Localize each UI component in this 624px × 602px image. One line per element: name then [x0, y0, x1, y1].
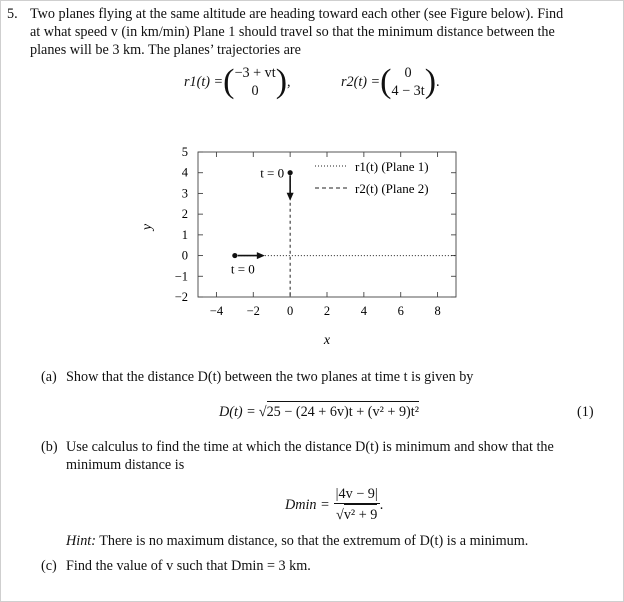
- y-tick-label: −2: [174, 290, 188, 304]
- problem-intro-line3: planes will be 3 km. The planes’ trajectories are: [30, 42, 301, 58]
- x-tick-label: 6: [397, 304, 404, 318]
- plane2-arrowhead: [287, 193, 294, 201]
- problem-number: 5.: [7, 6, 18, 22]
- x-tick-label: 4: [360, 304, 367, 318]
- y-tick-label: 1: [181, 227, 188, 242]
- dmin-formula: [285, 485, 383, 524]
- r1-right-paren: ): [275, 63, 288, 100]
- r1-vector: [234, 64, 275, 100]
- x-axis-label: x: [323, 333, 331, 346]
- x-tick-label: 8: [434, 304, 441, 318]
- hint-text: There is no maximum distance, so that the extremum of D(t) is a minimum.: [99, 533, 529, 549]
- part-a-label: (a): [41, 369, 57, 385]
- problem-intro-line1: Two planes flying at the same altitude are heading toward each other (see Figure below). Find: [30, 6, 564, 22]
- r2-lhs: r2(t) =: [341, 74, 381, 90]
- r2-vector: [391, 64, 424, 100]
- r1-bottom: 0: [251, 83, 259, 99]
- r1-left-paren: (: [223, 63, 235, 100]
- r2-right-paren: ): [424, 63, 437, 100]
- y-tick-label: 2: [181, 207, 188, 222]
- dmin-lhs: Dmin =: [285, 496, 330, 513]
- dmin-numerator: |4v − 9|: [335, 486, 378, 502]
- dmin-end: .: [379, 496, 384, 513]
- dmin-denominator-wrap: √ v² + 9: [336, 504, 377, 524]
- plane1-start-point: [232, 253, 237, 258]
- part-c-text: Find the value of v such that Dmin = 3 km.: [66, 558, 311, 574]
- hint-label: Hint:: [66, 533, 96, 549]
- y-tick-label: −1: [174, 269, 188, 284]
- y-tick-label: 5: [181, 145, 188, 159]
- part-a-text: Show that the distance D(t) between the two planes at time t is given by: [66, 369, 474, 385]
- y-tick-label: 3: [181, 186, 188, 201]
- r2-bottom: 4 − 3t: [391, 83, 425, 99]
- legend-label-plane2: r2(t) (Plane 2): [355, 181, 429, 196]
- part-c-label: (c): [41, 558, 57, 574]
- part-b-text-line2: minimum distance is: [66, 457, 185, 473]
- annotation-plane2-t0: t = 0: [260, 165, 285, 181]
- distance-lhs: D(t) =: [219, 404, 256, 420]
- r2-top: 0: [404, 65, 412, 81]
- trajectory-r2: r2(t) = ( 0 4 − 3t ) .: [341, 63, 440, 100]
- dmin-denominator: v² + 9: [344, 504, 378, 524]
- part-b-label: (b): [41, 439, 58, 455]
- x-tick-label: −2: [246, 304, 260, 318]
- legend-label-plane1: r1(t) (Plane 1): [355, 159, 429, 174]
- y-axis-label: y: [140, 223, 155, 231]
- equation-number: (1): [577, 404, 594, 420]
- trajectory-figure: [1, 131, 624, 346]
- r1-lhs: r1(t) =: [184, 74, 224, 90]
- dmin-fraction: [334, 485, 380, 524]
- legend: [315, 159, 429, 196]
- plane2-start-point: [288, 170, 293, 175]
- y-tick-label: 0: [181, 248, 188, 263]
- hint: [66, 532, 528, 550]
- y-tick-label: 4: [181, 165, 188, 180]
- trajectory-r1: r1(t) = ( −3 + vt 0 ) ,: [184, 63, 291, 100]
- distance-formula: D(t) = √ 25 − (24 + 6v)t + (v² + 9)t²: [219, 401, 419, 421]
- part-b-text-line1: Use calculus to find the time at which the distance D(t) is minimum and show that the: [66, 439, 554, 455]
- problem-intro-line2: at what speed v (in km/min) Plane 1 should travel so that the minimum distance between the: [30, 24, 555, 40]
- annotation-plane1-t0: t = 0: [230, 261, 255, 277]
- plane1-arrowhead: [257, 252, 265, 259]
- r1-top: −3 + vt: [234, 65, 276, 81]
- x-tick-label: −4: [209, 304, 224, 318]
- r2-left-paren: (: [380, 63, 392, 100]
- x-tick-label: 2: [323, 304, 331, 318]
- distance-radicand: 25 − (24 + 6v)t + (v² + 9)t²: [267, 401, 419, 421]
- x-tick-label: 0: [287, 304, 294, 318]
